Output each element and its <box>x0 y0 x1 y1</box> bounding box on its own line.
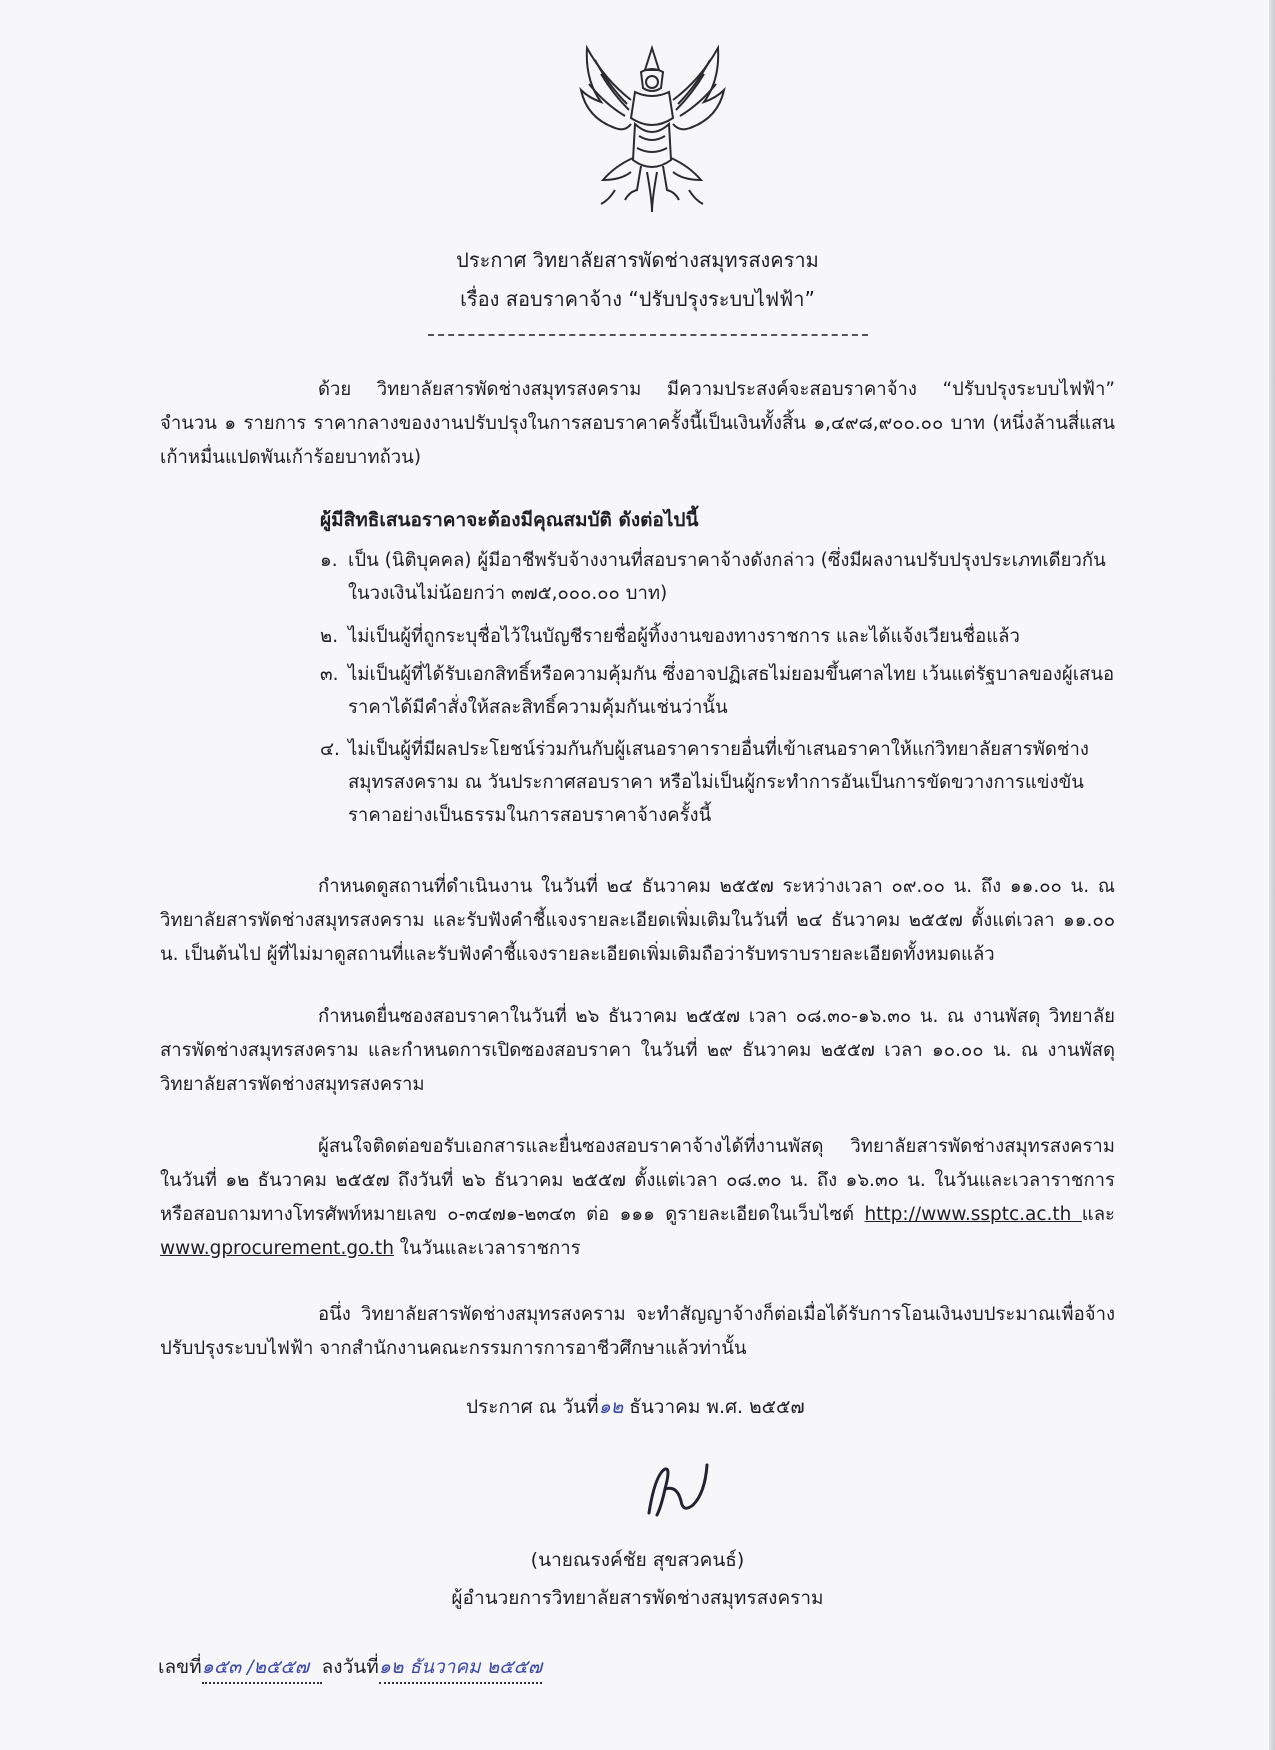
signer-title: ผู้อำนวยการวิทยาลัยสารพัดช่างสมุทรสงคราม <box>451 1587 824 1609</box>
contact-text: ผู้สนใจติดต่อขอรับเอกสารและยื่นซองสอบราคาจ้างได้ที่งานพัสดุ วิทยาลัยสารพัดช่างสมุทรสงคราม ในวันที่ ๑๒ ธันวาคม ๒๕๕๗ ถึงวันที่ ๒๖ ธันวาคม ๒๕๕๗ ตั้งแต่เวลา ๐๘.๓๐ น. ถึง ๑๖.๓๐ น. ในวันและเวลาราชการ หรือสอบถามทางโทรศัพท์หมายเลข ๐-๓๔๗๑-๒๓๔๓ ต่อ ๑๑๑ ดูรายละเอียดในเว็บไซต์ <box>160 1136 1115 1225</box>
announce-prefix: ประกาศ ณ วันที่ <box>466 1396 599 1418</box>
announcement-subject: เรื่อง สอบราคาจ้าง “ปรับปรุงระบบไฟฟ้า” <box>460 287 815 311</box>
qualification-item <box>320 544 1120 610</box>
qualification-item <box>320 733 1120 832</box>
contact-paragraph <box>160 1130 1115 1266</box>
separator-line <box>428 334 868 336</box>
announcement-date <box>466 1392 805 1422</box>
qualification-text: ไม่เป็นผู้ที่ถูกระบุชื่อไว้ในบัญชีรายชื่อผู้ทิ้งงานของทางราชการ และได้แจ้งเวียนชื่อแล้ว <box>348 626 1020 647</box>
garuda-emblem-icon <box>575 40 730 220</box>
qualification-item <box>320 620 1120 653</box>
intro-paragraph: ด้วย วิทยาลัยสารพัดช่างสมุทรสงคราม มีความประสงค์จะสอบราคาจ้าง “ปรับปรุงระบบไฟฟ้า” จำนวน ๑ รายการ ราคากลางของงานปรับปรุงในการสอบราคาครั้งนี้เป็นเงินทั้งสิ้น ๑,๔๙๘,๙๐๐.๐๐ บาท (หนึ่งล้านสี่แสนเก้าหมื่นแปดพันเก้าร้อยบาทถ้วน) <box>160 379 1115 468</box>
doc-date-label: ลงวันที่ <box>321 1656 379 1678</box>
qualification-number: ๑. <box>320 550 338 571</box>
handwritten-day: ๑๒ <box>598 1396 624 1418</box>
note-paragraph: อนึ่ง วิทยาลัยสารพัดช่างสมุทรสงคราม จะทำสัญญาจ้างก็ต่อเมื่อได้รับการโอนเงินงบประมาณเพื่อจ้างปรับปรุงระบบไฟฟ้า จากสำนักงานคณะกรรมการการอาชีวศึกษาแล้วท่านั้น <box>160 1304 1115 1359</box>
document-reference <box>158 1652 542 1684</box>
qualification-text: ไม่เป็นผู้ที่ได้รับเอกสิทธิ์หรือความคุ้มกัน ซึ่งอาจปฏิเสธไม่ยอมขึ้นศาลไทย เว้นแต่รัฐบาลของผู้เสนอราคาได้มีคำสั่งให้สละสิทธิ์ความคุ้มกันเช่นว่านั้น <box>348 664 1115 718</box>
doc-number-label: เลขที่ <box>158 1656 202 1678</box>
submission-paragraph: กำหนดยื่นซองสอบราคาในวันที่ ๒๖ ธันวาคม ๒๕๕๗ เวลา ๐๘.๓๐-๑๖.๓๐ น. ณ งานพัสดุ วิทยาลัยสารพัดช่างสมุทรสงคราม และกำหนดการเปิดซองสอบราคา ในวันที่ ๒๙ ธันวาคม ๒๕๕๗ เวลา ๑๐.๐๐ น. ณ งานพัสดุ วิทยาลัยสารพัดช่างสมุทรสงคราม <box>160 1006 1115 1095</box>
signer-name: (นายณรงค์ชัย สุขสวคนธ์) <box>530 1549 745 1571</box>
qualifications-heading: ผู้มีสิทธิเสนอราคาจะต้องมีคุณสมบัติ ดังต่อไปนี้ <box>320 509 699 531</box>
gprocurement-link[interactable]: www.gprocurement.go.th <box>160 1238 394 1259</box>
contact-connector: และ <box>1081 1204 1115 1225</box>
doc-number-value: ๑๕๓ /๒๕๕๗ <box>202 1652 322 1684</box>
qualification-number: ๔. <box>320 739 340 760</box>
signature-mark <box>635 1455 725 1525</box>
qualification-number: ๓. <box>320 664 339 685</box>
site-visit-paragraph: กำหนดดูสถานที่ดำเนินงาน ในวันที่ ๒๔ ธันวาคม ๒๕๕๗ ระหว่างเวลา ๐๙.๐๐ น. ถึง ๑๑.๐๐ น. ณ วิทยาลัยสารพัดช่างสมุทรสงคราม และรับฟังคำชี้แจงรายละเอียดเพิ่มเติมในวันที่ ๒๔ ธันวาคม ๒๕๕๗ ตั้งแต่เวลา ๑๑.๐๐ น. เป็นต้นไป ผู้ที่ไม่มาดูสถานที่และรับฟังคำชี้แจงรายละเอียดเพิ่มเติมถือว่ารับทราบรายละเอียดทั้งหมดแล้ว <box>160 876 1115 965</box>
qualification-number: ๒. <box>320 626 339 647</box>
qualification-item <box>320 658 1120 724</box>
qualification-text: ไม่เป็นผู้ที่มีผลประโยชน์ร่วมกันกับผู้เสนอราคารายอื่นที่เข้าเสนอราคาให้แก่วิทยาลัยสารพัดช่างสมุทรสงคราม ณ วันประกาศสอบราคา หรือไม่เป็นผู้กระทำการอันเป็นการขัดขวางการแข่งขันราคาอย่างเป็นธรรมในการสอบราคาจ้างครั้งนี้ <box>348 739 1089 826</box>
doc-date-value: ๑๒ ธันวาคม ๒๕๕๗ <box>379 1652 542 1684</box>
qualification-text: เป็น (นิติบุคคล) ผู้มีอาชีพรับจ้างงานที่สอบราคาจ้างดังกล่าว (ซึ่งมีผลงานปรับปรุงประเภทเดียวกันในวงเงินไม่น้อยกว่า ๓๗๕,๐๐๐.๐๐ บาท) <box>348 550 1106 604</box>
college-website-link[interactable]: http://www.ssptc.ac.th <box>864 1204 1082 1225</box>
announce-suffix: ธันวาคม พ.ศ. ๒๕๕๗ <box>623 1396 805 1418</box>
contact-tail: ในวันและเวลาราชการ <box>393 1238 581 1259</box>
announcement-title: ประกาศ วิทยาลัยสารพัดช่างสมุทรสงคราม <box>456 248 819 272</box>
